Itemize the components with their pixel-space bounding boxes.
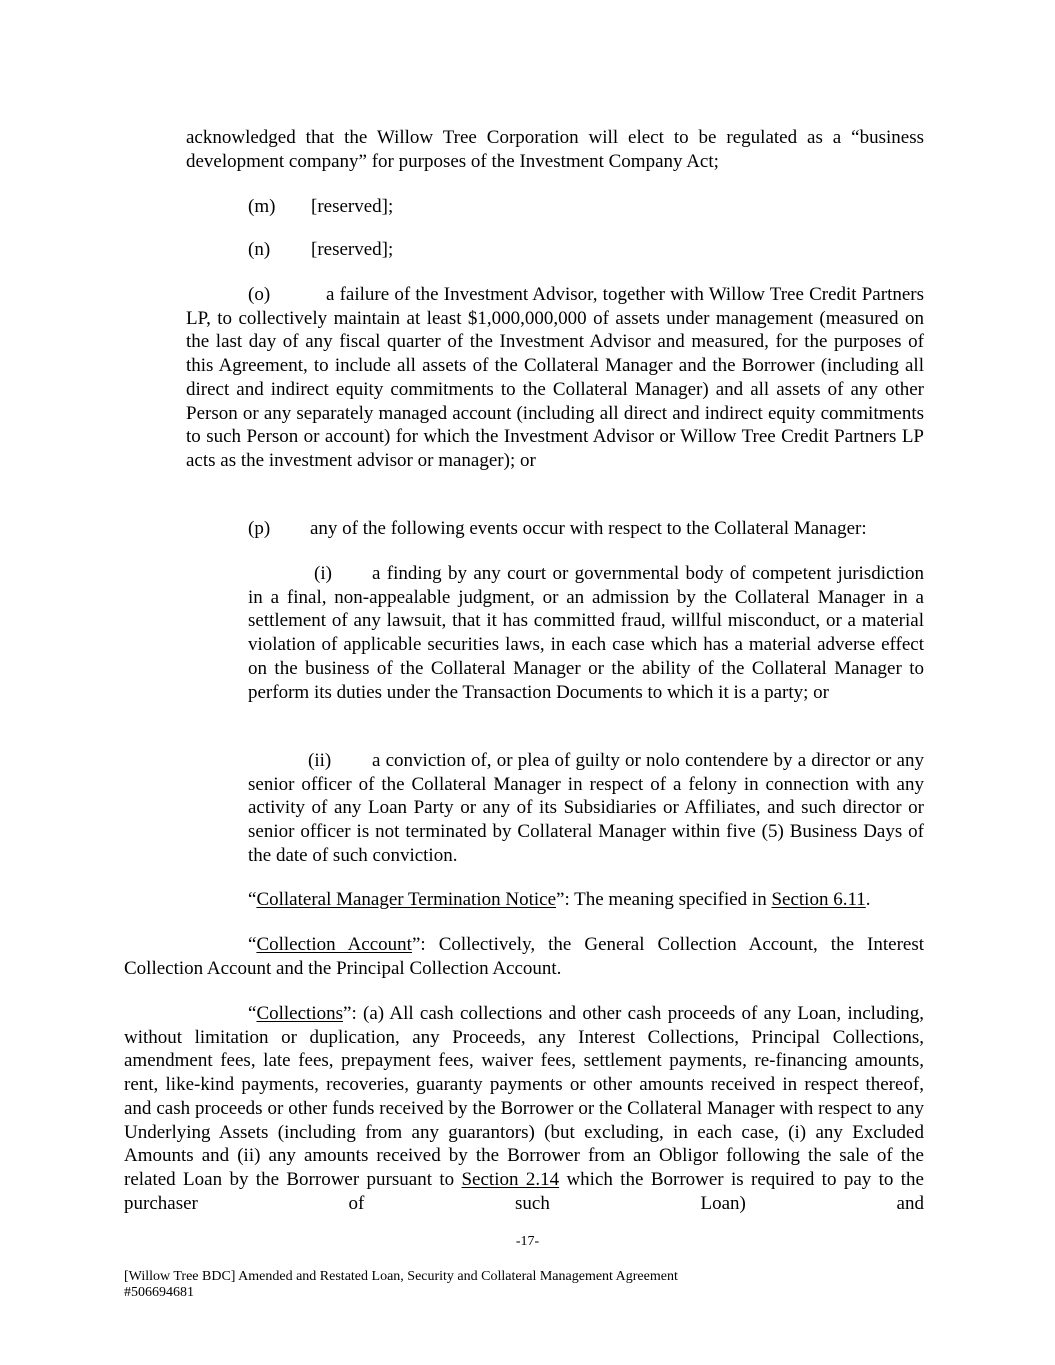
definition-collections: “Collections”: (a) All cash collections and other cash proceeds of any Loan, including, without limitation or duplication, any Proceeds, any Interest Collections, Principal Collections, amendment fees, late fees, prepayment fees, waiver fees, settlement payments, re-financing amounts, rent, like-kind payments, recoveries, guaranty payments or other amounts received in respect thereof, and cash proceeds or other funds received by the Borrower or the Collateral Manager with respect to any Underlying Assets (including from any guarantors) (but excluding, in each case, (i) any Excluded Amounts and (ii) any amounts received by the Borrower from an Obligor following the sale of the related Loan by the Borrower pursuant to Section 2.14 which the Borrower is required to pay to the purchaser of such Loan) and (124, 1003, 924, 1214)
definition-cm-termination-notice: “Collateral Manager Termination Notice”: The meaning specified in Section 6.11. (248, 889, 871, 910)
document-footer (124, 1269, 924, 1301)
clause-n-text: [reserved]; (311, 239, 394, 260)
defined-term-collections: Collections (256, 1003, 343, 1024)
defined-term-collection-account: Collection Account (256, 934, 412, 955)
clause-o-text: a failure of the Investment Advisor, together with Willow Tree Credit Partners LP, to collectively maintain at least $1,000,000,000 of assets under management (measured on the last day of any fiscal quarter of the Investment Advisor and measured, for the purposes of this Agreement, to include all assets of the Collateral Manager and the Borrower (including all direct and indirect equity commitments to the Collateral Manager) and all assets of any other Person or any separately managed account (including all direct and indirect equity commitments to such Person or account) for which the Investment Advisor or Willow Tree Credit Partners LP acts as the investment advisor or manager); or (186, 284, 924, 471)
clause-p-i-label: (i) (314, 563, 332, 584)
definition-collections-tail: which the Borrower is required to pay to the purchaser of such Loan) and (124, 1168, 924, 1214)
section-ref-2-14: Section 2.14 (461, 1168, 560, 1190)
clause-p-i-text: a finding by any court or governmental body of competent jurisdiction in a final, non-appealable judgment, or an admission by the Collateral Manager in a settlement of any lawsuit, that it has committed fraud, willful misconduct, or a material violation of applicable securities laws, in each case which has a material adverse effect on the business of the Collateral Manager or the ability of the Collateral Manager to perform its duties under the Transaction Documents to which it is a party; or (248, 563, 924, 703)
section-ref-6-11: Section 6.11 (771, 889, 866, 910)
clause-p-i (248, 562, 924, 704)
page-number: -17- (515, 1234, 540, 1249)
clause-p (248, 517, 924, 541)
clause-p-ii (248, 749, 924, 868)
clause-n-label: (n) (248, 239, 271, 260)
clause-p-label: (p) (248, 518, 271, 539)
clause-p-text: any of the following events occur with respect to the Collateral Manager: (310, 518, 867, 539)
intro-paragraph: acknowledged that the Willow Tree Corporation will elect to be regulated as a “business development company” for purposes of the Investment Company Act; (186, 127, 924, 172)
definition-cm-termination-notice-text: : The meaning specified in (564, 889, 772, 910)
defined-term-cm-termination-notice: Collateral Manager Termination Notice (256, 889, 557, 910)
definition-collections-text: : (a) All cash collections and other cash proceeds of any Loan, including, without limitation or duplication, any Proceeds, any Interest Collections, Principal Collections, amendment fees, late fees, prepayment fees, waiver fees, settlement payments, re-financing amounts, rent, like-kind payments, recoveries, guaranty payments or other amounts received in respect thereof, and cash proceeds or other funds received by the Borrower or the Collateral Manager with respect to any Underlying Assets (including from any guarantors) (but excluding, in each case, (i) any Excluded Amounts and (ii) any amounts received by the Borrower from an Obligor following the sale of the related Loan by the Borrower pursuant to (124, 1003, 924, 1190)
clause-m-label: (m) (248, 196, 276, 217)
clause-o-label: (o) (248, 284, 271, 305)
clause-m (248, 195, 924, 219)
footer-document-title: [Willow Tree BDC] Amended and Restated Loan, Security and Collateral Management Agreement (124, 1269, 678, 1284)
clause-m-text: [reserved]; (311, 196, 394, 217)
clause-n (248, 238, 924, 262)
clause-o (186, 283, 924, 473)
clause-p-ii-text: a conviction of, or plea of guilty or nolo contendere by a director or any senior officer of the Collateral Manager in respect of a felony in connection with any activity of any Loan Party or any of its Subsidiaries or Affiliates, and such director or senior officer is not terminated by Collateral Manager within five (5) Business Days of the date of such conviction. (248, 750, 924, 866)
clause-p-ii-label: (ii) (308, 750, 332, 771)
definition-collection-account-text: : Collectively, the General Collection Account, the Interest Collection Account and the Principal Collection Account. (124, 934, 925, 979)
footer-document-id: #506694681 (124, 1285, 194, 1300)
definition-collection-account: “Collection Account”: Collectively, the General Collection Account, the Interest Collection Account and the Principal Collection Account. (124, 934, 925, 979)
